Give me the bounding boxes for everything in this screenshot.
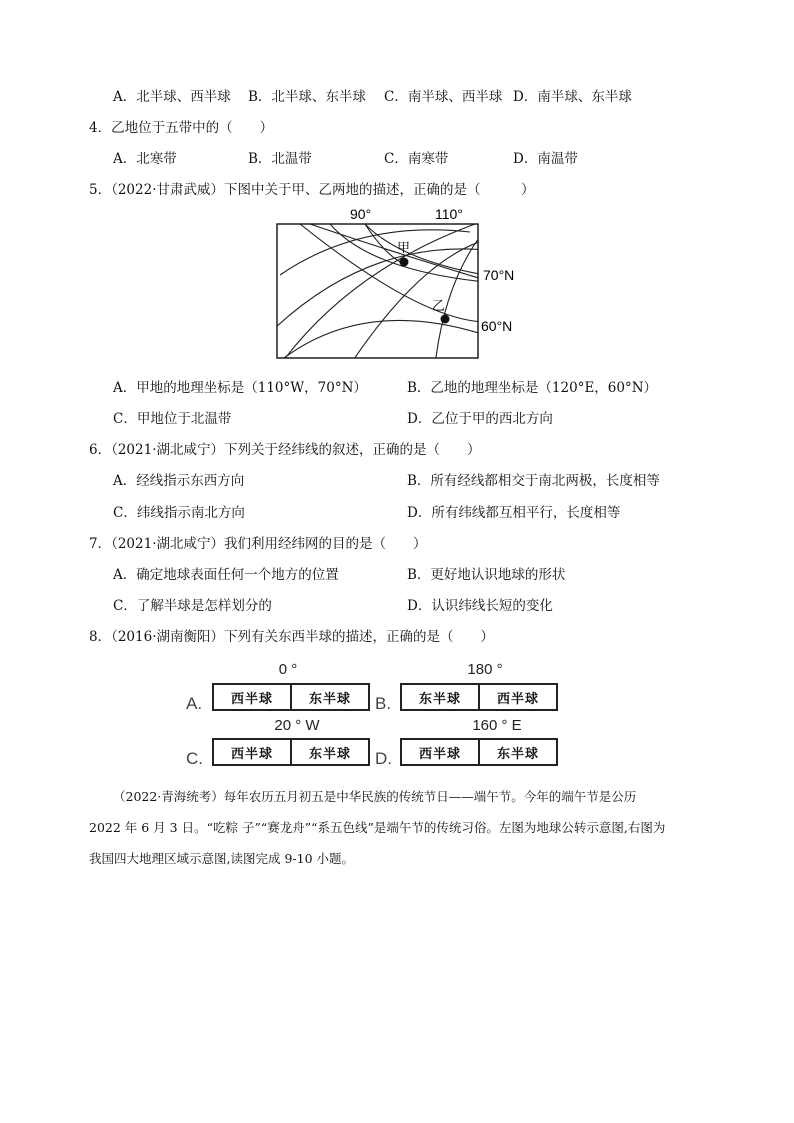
q8-d-box <box>400 738 558 766</box>
q4-option-d: D．南温带 <box>513 151 578 167</box>
q5-point-yi-label: 乙 <box>432 299 446 314</box>
intro-line-3: 我国四大地理区域示意图,读图完成 9-10 小题。 <box>89 851 355 866</box>
q8-a-meridian: 0 ° <box>278 661 298 678</box>
q8-c-left: 西半球 <box>230 746 273 762</box>
q5-option-d: D．乙位于甲的西北方向 <box>407 411 553 427</box>
q8-c-box <box>212 738 370 766</box>
q4-stem: 4．乙地位于五带中的（ ） <box>89 120 274 136</box>
q6-stem: 6．（2021·湖北咸宁）下列关于经纬线的叙述，正确的是（ ） <box>89 442 481 458</box>
q5-option-a: A．甲地的地理坐标是（110°W，70°N） <box>113 380 367 396</box>
q8-a-label: A. <box>186 694 203 713</box>
intro-line-2: 2022 年 6 月 3 日。“吃粽 子”“赛龙舟”“系五色线”是端午节的传统习俗。左图为地球公转示意图,右图为 <box>89 820 666 835</box>
q5-figure-frame <box>277 224 478 358</box>
q4-option-a: A．北寒带 <box>113 151 177 167</box>
q8-stem: 8．（2016·湖南衡阳）下列有关东西半球的描述，正确的是（ ） <box>89 629 494 645</box>
q7-option-c: C．了解半球是怎样划分的 <box>113 598 272 614</box>
q6-option-a: A．经线指示东西方向 <box>113 473 245 489</box>
q8-d-label: D. <box>375 749 392 768</box>
q7-option-b: B．更好地认识地球的形状 <box>407 567 566 583</box>
q5-option-b: B．乙地的地理坐标是（120°E，60°N） <box>407 380 658 396</box>
q6-option-b: B．所有经线都相交于南北两极，长度相等 <box>407 473 660 489</box>
q5-graticule-figure <box>270 200 540 365</box>
q3-option-b: B．北半球、东半球 <box>248 89 366 105</box>
q8-d-right: 东半球 <box>478 740 556 764</box>
q8-b-right: 西半球 <box>478 685 556 709</box>
q8-b-label: B. <box>375 694 392 713</box>
q8-c-label: C. <box>186 749 203 768</box>
q8-d-meridian: 160 ° E <box>472 717 522 734</box>
q5-point-jia <box>400 258 409 267</box>
q6-option-c: C．纬线指示南北方向 <box>113 505 245 521</box>
q5-point-jia-label: 甲 <box>397 241 411 256</box>
q8-a-box <box>212 683 370 711</box>
q3-option-d: D．南半球、东半球 <box>513 89 632 105</box>
intro-line-1: （2022·青海统考）每年农历五月初五是中华民族的传统节日——端午节。今年的端午节是公历 <box>113 789 637 804</box>
q5-stem: 5．（2022·甘肃武威）下图中关于甲、乙两地的描述，正确的是（ ） <box>89 182 535 198</box>
q5-lat-60-label: 60°N <box>481 318 513 334</box>
q8-a-right: 东半球 <box>290 685 368 709</box>
q3-option-a: A．北半球、西半球 <box>113 89 231 105</box>
q8-d-left: 西半球 <box>418 746 461 762</box>
q7-option-d: D．认识纬线长短的变化 <box>407 598 553 614</box>
q5-lat-70-label: 70°N <box>483 267 515 283</box>
q8-c-meridian: 20 ° W <box>274 717 320 734</box>
q5-lon-90-label: 90° <box>350 206 372 222</box>
q3-option-c: C．南半球、西半球 <box>384 89 503 105</box>
q5-option-c: C．甲地位于北温带 <box>113 411 232 427</box>
q8-b-box <box>400 683 558 711</box>
q8-b-meridian: 180 ° <box>467 661 503 678</box>
q5-point-yi <box>441 315 450 324</box>
q6-option-d: D．所有纬线都互相平行，长度相等 <box>407 505 621 521</box>
q5-lon-110-label: 110° <box>435 206 463 222</box>
q7-stem: 7．（2021·湖北咸宁）我们利用经纬网的目的是（ ） <box>89 536 427 552</box>
q8-b-left: 东半球 <box>418 691 461 707</box>
q7-option-a: A．确定地球表面任何一个地方的位置 <box>113 567 339 583</box>
q8-c-right: 东半球 <box>290 740 368 764</box>
q4-option-c: C．南寒带 <box>384 151 449 167</box>
q4-option-b: B．北温带 <box>248 151 312 167</box>
q8-a-left: 西半球 <box>230 691 273 707</box>
